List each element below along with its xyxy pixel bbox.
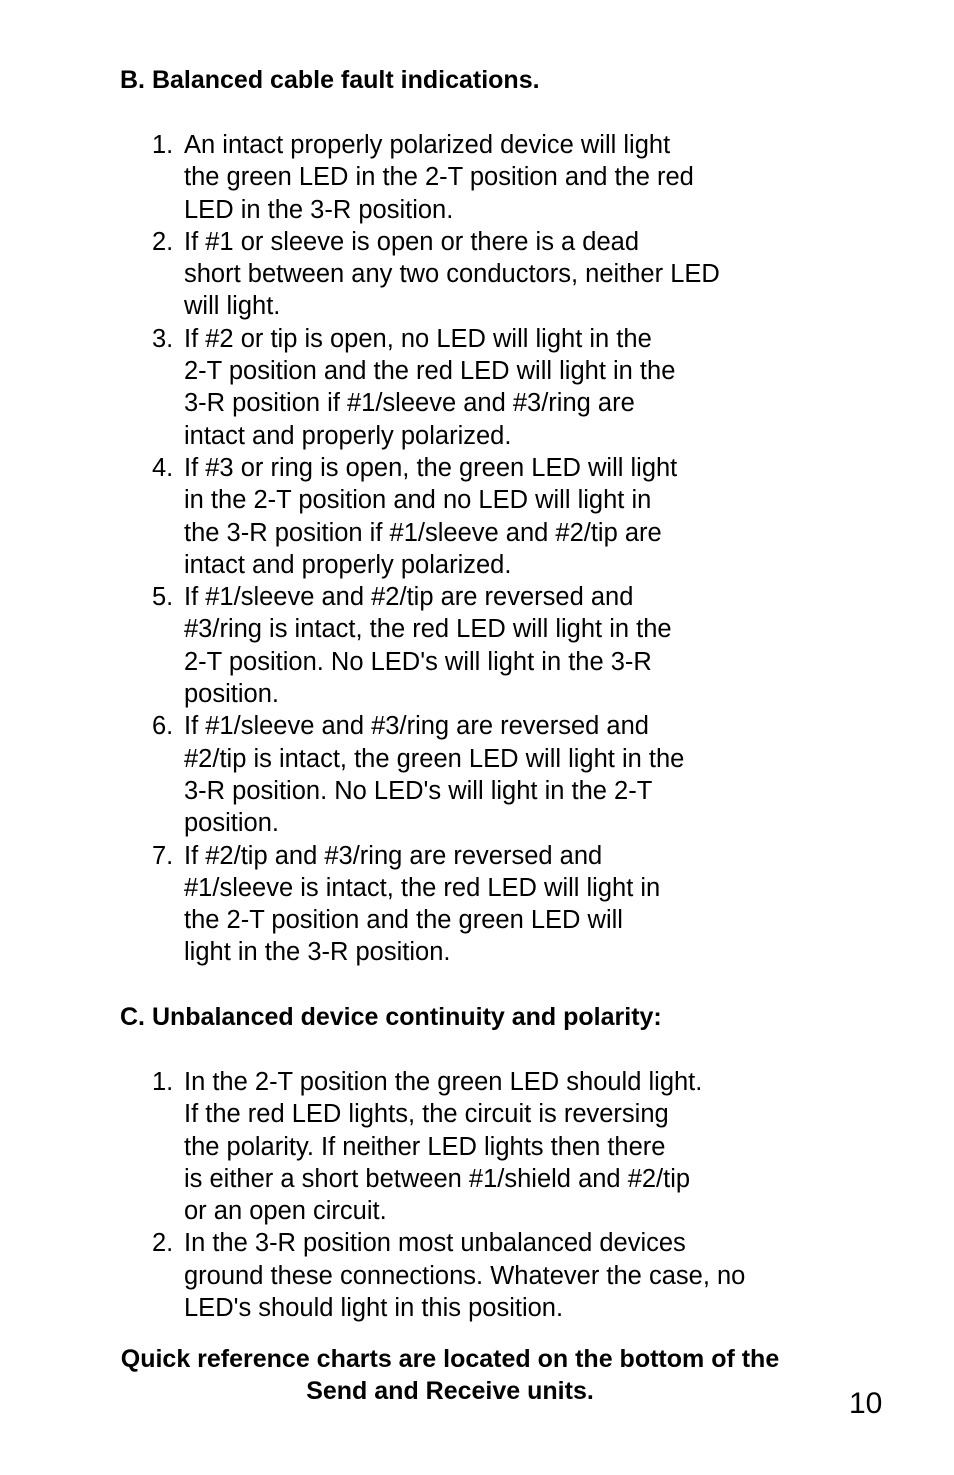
item-text-line: If #2 or tip is open, no LED will light in the [184,324,652,353]
note-line-2: Send and Receive units. [306,1377,594,1405]
list-item [152,226,720,323]
list-item [152,710,720,839]
item-text-line: intact and properly polarized. [184,550,512,579]
item-text-line: 3-R position. No LED's will light in the 2-T [184,776,653,805]
item-text-line: #1/sleeve is intact, the red LED will light in [184,873,661,902]
item-text-line: LED in the 3-R position. [184,195,454,224]
item-text-line: the polarity. If neither LED lights then there [184,1132,666,1161]
item-text-line: position. [184,809,279,838]
list-item [152,840,720,969]
quick-reference-note [50,1343,850,1407]
item-text-line: light in the 3-R position. [184,938,451,967]
item-text-line: the 2-T position and the green LED will [184,906,623,935]
item-text-line: 2-T position. No LED's will light in the 3-R [184,647,652,676]
section-c-heading: C. Unbalanced device continuity and polarity: [120,1003,662,1031]
item-number: 1. [152,131,174,159]
item-text-line: short between any two conductors, neither LED [184,260,720,289]
item-text-line: 3-R position if #1/sleeve and #3/ring are [184,389,635,418]
item-text-line: #3/ring is intact, the red LED will light in the [184,615,672,644]
list-item [152,452,720,581]
item-text-line: will light. [184,292,281,321]
list-item [152,581,720,710]
item-number: 4. [152,453,174,482]
item-text-line: LED's should light in this position. [184,1294,564,1323]
item-text-line: position. [184,680,279,709]
item-text-line: the green LED in the 2-T position and the red [184,163,694,192]
item-text-line: intact and properly polarized. [184,421,512,450]
section-c-list [152,1066,745,1324]
item-number: 7. [152,841,174,870]
item-number: 2. [152,227,174,256]
item-text-line: or an open circuit. [184,1197,387,1226]
page-number: 10 [849,1387,883,1420]
section-b-list [152,129,720,969]
note-line-1: Quick reference charts are located on the bottom of the [120,1345,780,1373]
item-number: 2. [152,1229,174,1258]
item-number: 3. [152,324,174,353]
item-text-line: the 3-R position if #1/sleeve and #2/tip are [184,518,662,547]
item-text-line: In the 3-R position most unbalanced devices [184,1229,686,1258]
list-item [152,129,720,226]
item-text-line: in the 2-T position and no LED will light in [184,486,652,515]
item-text-line: #2/tip is intact, the green LED will light in the [184,744,685,773]
section-b-heading: B. Balanced cable fault indications. [120,66,540,94]
item-number: 5. [152,583,174,612]
item-number: 6. [152,712,174,741]
item-text-line: In the 2-T position the green LED should light. [184,1068,703,1096]
item-text-line: If #1 or sleeve is open or there is a dead [184,227,640,256]
item-text-line: 2-T position and the red LED will light in the [184,357,676,386]
list-item [152,1227,745,1324]
item-text-line: ground these connections. Whatever the case, no [184,1261,746,1290]
item-text-line: An intact properly polarized device will light [184,131,671,159]
list-item [152,323,720,452]
list-item [152,1066,745,1227]
item-text-line: If #1/sleeve and #3/ring are reversed and [184,712,649,741]
item-number: 1. [152,1068,174,1096]
item-text-line: If the red LED lights, the circuit is reversing [184,1100,669,1129]
item-text-line: If #2/tip and #3/ring are reversed and [184,841,603,870]
item-text-line: If #3 or ring is open, the green LED will light [184,453,678,482]
item-text-line: is either a short between #1/shield and #2/tip [184,1164,691,1193]
item-text-line: If #1/sleeve and #2/tip are reversed and [184,583,634,612]
